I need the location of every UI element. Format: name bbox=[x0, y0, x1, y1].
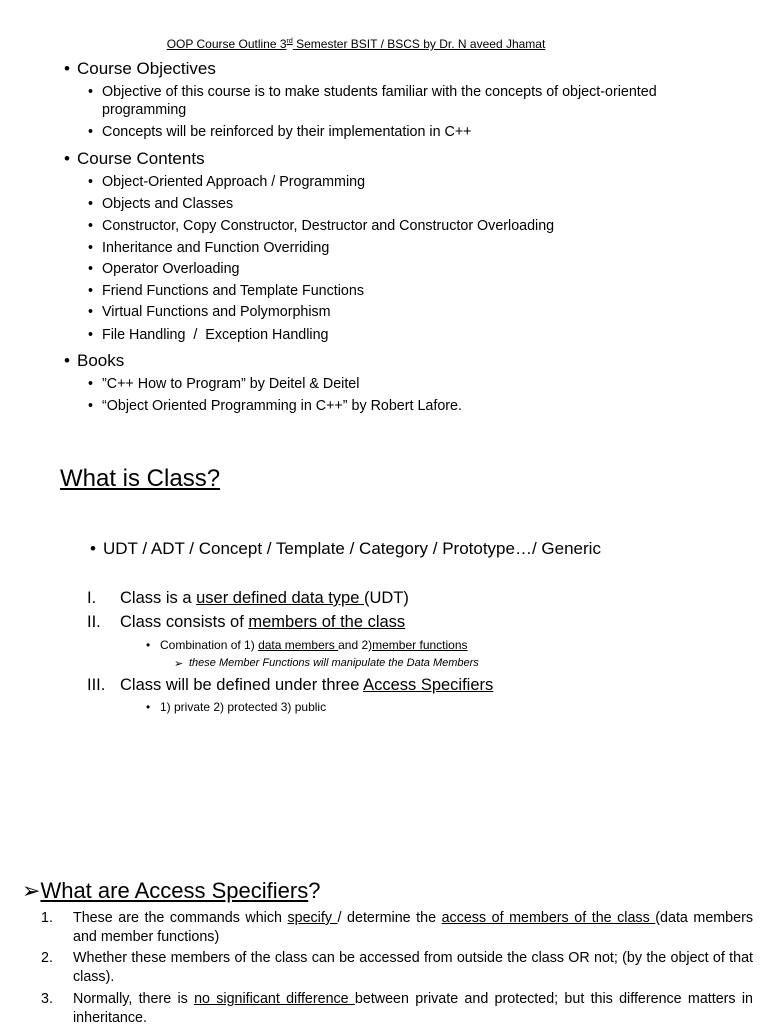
content-item bbox=[88, 260, 240, 278]
content-text: Virtual Functions and Polymorphism bbox=[102, 304, 331, 320]
bullet: • bbox=[88, 218, 94, 234]
content-text: Objects and Classes bbox=[102, 196, 234, 212]
item-number: 2. bbox=[41, 950, 53, 966]
point-text: Class consists of bbox=[120, 613, 249, 631]
objectives-heading bbox=[64, 59, 216, 79]
bullet: • bbox=[88, 327, 94, 343]
item-text: (data members and member functions) bbox=[73, 910, 753, 945]
book-text: “Object Oriented Programming in C++” by Robert Lafore. bbox=[102, 398, 462, 414]
book-item bbox=[88, 375, 360, 393]
bullet: • bbox=[146, 700, 151, 714]
objective-item bbox=[88, 83, 742, 119]
item-underlined: access of members of the class bbox=[441, 910, 656, 926]
item-text: These are the commands which bbox=[73, 910, 288, 926]
objective-text: Objective of this course is to make students familiar with the concepts of object-oriented programming bbox=[102, 84, 657, 118]
combination-underlined: member functions bbox=[372, 638, 468, 652]
book-item bbox=[88, 397, 462, 415]
roman-numeral: I. bbox=[87, 589, 97, 607]
content-item bbox=[88, 195, 234, 213]
content-item bbox=[88, 282, 364, 300]
item-text: / determine the bbox=[337, 910, 442, 926]
content-text: Inheritance and Function Overriding bbox=[102, 240, 330, 256]
document-header bbox=[0, 37, 712, 51]
content-text: Operator Overloading bbox=[102, 261, 240, 277]
content-text: Constructor, Copy Constructor, Destructor and Constructor Overloading bbox=[102, 218, 555, 234]
contents-heading bbox=[64, 149, 205, 169]
access-title-end: ? bbox=[308, 878, 321, 903]
content-item bbox=[88, 173, 366, 191]
item-number: 1. bbox=[41, 910, 53, 926]
bullet: • bbox=[88, 196, 94, 212]
bullet: • bbox=[88, 84, 94, 100]
combination-text: and 2) bbox=[338, 638, 373, 652]
specifiers-list-text: 1) private 2) protected 3) public bbox=[160, 700, 327, 714]
roman-numeral: III. bbox=[87, 676, 106, 694]
content-text: File Handling / Exception Handling bbox=[102, 327, 329, 343]
bullet: • bbox=[88, 398, 94, 414]
roman-numeral: II. bbox=[87, 613, 101, 631]
objectives-title: Course Objectives bbox=[77, 59, 216, 78]
bullet: • bbox=[88, 240, 94, 256]
class-point bbox=[87, 613, 406, 632]
objective-text: Concepts will be reinforced by their implementation in C++ bbox=[102, 124, 472, 140]
content-item bbox=[88, 217, 555, 235]
bullet: • bbox=[64, 351, 70, 370]
item-underlined: no significant difference bbox=[194, 991, 355, 1007]
bullet: • bbox=[90, 539, 96, 558]
bullet: • bbox=[146, 638, 151, 652]
header-text-pre: OOP Course Outline 3 bbox=[166, 37, 287, 51]
bullet: • bbox=[88, 283, 94, 299]
arrow-bullet-icon: ➢ bbox=[174, 658, 184, 670]
point-underlined: Access Specifiers bbox=[363, 676, 494, 694]
manipulate-note-text: these Member Functions will manipulate the Data Members bbox=[189, 657, 479, 669]
point-text: Class is a bbox=[120, 589, 197, 607]
content-item bbox=[88, 303, 331, 321]
objective-item bbox=[88, 123, 472, 141]
access-title-text: What are Access Specifiers bbox=[40, 878, 309, 903]
class-synonyms bbox=[90, 539, 601, 559]
manipulate-note bbox=[174, 657, 479, 670]
combination-underlined: data members bbox=[258, 638, 339, 652]
header-superscript: rd bbox=[286, 38, 293, 45]
specifiers-list bbox=[146, 700, 327, 714]
contents-title: Course Contents bbox=[77, 149, 205, 168]
arrow-bullet-icon: ➢ bbox=[22, 878, 41, 903]
class-point bbox=[87, 676, 494, 695]
class-section-title: What is Class? bbox=[60, 465, 221, 492]
content-item bbox=[88, 239, 330, 257]
item-underlined: specify bbox=[287, 910, 338, 926]
item-text: Whether these members of the class can be accessed from outside the class OR not; (by the object of that class). bbox=[73, 950, 753, 985]
item-text: Normally, there is bbox=[73, 991, 195, 1007]
access-item bbox=[41, 990, 753, 1028]
combination-line bbox=[146, 638, 468, 652]
books-heading bbox=[64, 351, 125, 371]
point-underlined: members of the class bbox=[248, 613, 406, 631]
bullet: • bbox=[64, 149, 70, 168]
point-text-end: (UDT) bbox=[363, 589, 409, 607]
header-text-post: Semester BSIT / BSCS by Dr. N aveed Jhamat bbox=[292, 37, 546, 51]
combination-text: Combination of 1) bbox=[160, 638, 259, 652]
bullet: • bbox=[88, 124, 94, 140]
item-number: 3. bbox=[41, 991, 53, 1007]
content-item bbox=[88, 326, 329, 344]
bullet: • bbox=[88, 376, 94, 392]
books-title: Books bbox=[77, 351, 125, 370]
point-underlined: user defined data type bbox=[196, 589, 364, 607]
bullet: • bbox=[88, 261, 94, 277]
access-item bbox=[41, 949, 753, 987]
item-text: between private and protected; but this difference matters in inheritance. bbox=[73, 991, 753, 1026]
content-text: Friend Functions and Template Functions bbox=[102, 283, 364, 299]
access-section-title bbox=[22, 878, 320, 904]
bullet: • bbox=[64, 59, 70, 78]
book-text: ”C++ How to Program” by Deitel & Deitel bbox=[102, 376, 360, 392]
content-text: Object-Oriented Approach / Programming bbox=[102, 174, 366, 190]
class-synonyms-text: UDT / ADT / Concept / Template / Category / Prototype…/ Generic bbox=[103, 539, 601, 558]
access-item bbox=[41, 909, 753, 947]
class-point bbox=[87, 589, 409, 608]
point-text: Class will be defined under three bbox=[120, 676, 364, 694]
bullet: • bbox=[88, 304, 94, 320]
bullet: • bbox=[88, 174, 94, 190]
